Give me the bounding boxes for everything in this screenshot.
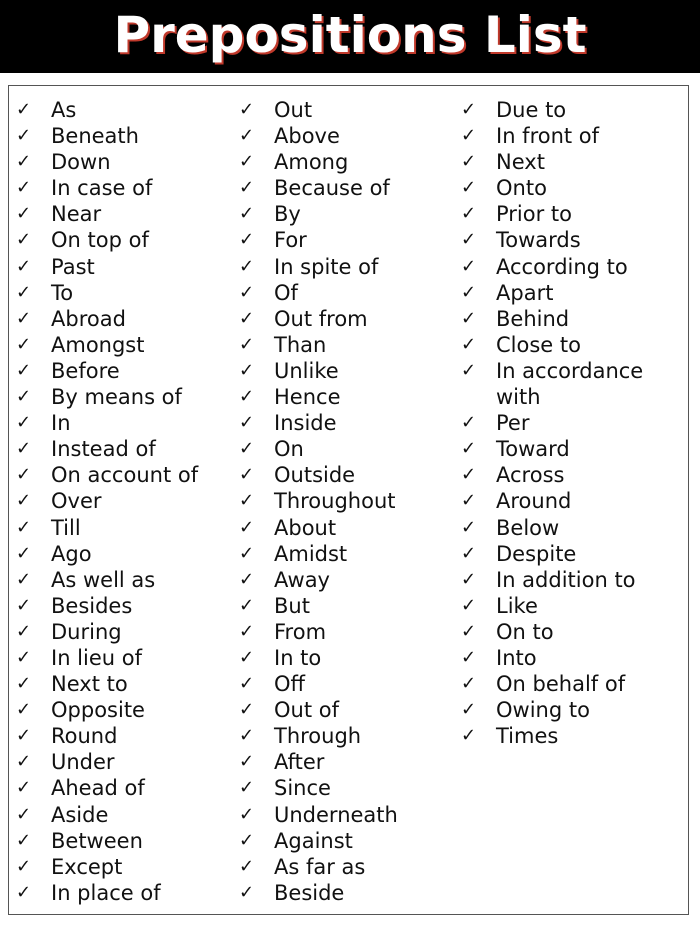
list-item: [237, 697, 452, 723]
preposition-label: By: [274, 202, 301, 227]
checkmark-icon: ✓: [239, 673, 255, 695]
preposition-label: As far as: [274, 854, 366, 879]
preposition-label: Hence: [274, 385, 341, 410]
list-item: [14, 697, 229, 723]
checkmark-icon: ✓: [461, 699, 477, 721]
list-item: [14, 384, 229, 410]
preposition-label: Amidst: [274, 541, 348, 566]
preposition-label: Since: [274, 776, 331, 801]
preposition-label: Before: [51, 358, 120, 383]
checkmark-icon: ✓: [239, 333, 255, 355]
checkmark-icon: ✓: [16, 855, 32, 877]
preposition-label: Below: [496, 515, 560, 540]
checkmark-icon: ✓: [239, 803, 255, 825]
preposition-label: Underneath: [274, 802, 398, 827]
checkmark-icon: ✓: [16, 151, 32, 173]
list-item: [459, 645, 689, 671]
checkmark-icon: ✓: [16, 229, 32, 251]
list-item: [237, 123, 452, 149]
checkmark-icon: ✓: [239, 568, 255, 590]
checkmark-icon: ✓: [239, 177, 255, 199]
checkmark-icon: ✓: [239, 229, 255, 251]
checkmark-icon: ✓: [461, 412, 477, 434]
preposition-label: Next: [496, 150, 545, 175]
preposition-label: According to: [496, 254, 628, 279]
checkmark-icon: ✓: [16, 307, 32, 329]
checkmark-icon: ✓: [16, 881, 32, 903]
list-item: [459, 227, 689, 253]
preposition-label: Through: [274, 724, 362, 749]
checkmark-icon: ✓: [16, 620, 32, 642]
preposition-label: Instead of: [51, 437, 156, 462]
preposition-label: After: [274, 750, 325, 775]
checkmark-icon: ✓: [461, 99, 477, 120]
list-item: [237, 280, 452, 306]
preposition-label: Because of: [274, 176, 390, 201]
checkmark-icon: ✓: [16, 177, 32, 199]
checkmark-icon: ✓: [239, 751, 255, 773]
preposition-label: Except: [51, 854, 123, 879]
checkmark-icon: ✓: [239, 699, 255, 721]
checkmark-icon: ✓: [239, 386, 255, 408]
list-item: [237, 410, 452, 436]
checkmark-icon: ✓: [16, 203, 32, 225]
list-item: [14, 515, 229, 541]
checkmark-icon: ✓: [461, 725, 477, 747]
checkmark-icon: ✓: [239, 646, 255, 668]
preposition-label: Despite: [496, 541, 577, 566]
preposition-label: Abroad: [51, 306, 126, 331]
checkmark-icon: ✓: [239, 99, 255, 120]
checkmark-icon: ✓: [461, 594, 477, 616]
preposition-label: Unlike: [274, 358, 339, 383]
checkmark-icon: ✓: [16, 516, 32, 538]
list-item: [14, 201, 229, 227]
preposition-label: Throughout: [274, 489, 396, 514]
checkmark-icon: ✓: [239, 490, 255, 512]
preposition-label: On: [274, 437, 304, 462]
preposition-label: Close to: [496, 332, 581, 357]
preposition-label: Amongst: [51, 332, 145, 357]
checkmark-icon: ✓: [239, 307, 255, 329]
list-item: [14, 175, 229, 201]
checkmark-icon: ✓: [239, 620, 255, 642]
preposition-label: From: [274, 619, 327, 644]
checkmark-icon: ✓: [461, 646, 477, 668]
list-item: [459, 332, 689, 358]
list-item: [14, 488, 229, 514]
list-item: [237, 97, 452, 123]
list-item: [237, 384, 452, 410]
preposition-label: In place of: [51, 880, 161, 905]
list-item: [237, 619, 452, 645]
checkmark-icon: ✓: [461, 177, 477, 199]
list-item: [459, 697, 689, 723]
list-item: [237, 854, 452, 880]
preposition-label: Between: [51, 828, 143, 853]
preposition-label: Due to: [496, 98, 567, 122]
list-item: [459, 149, 689, 175]
preposition-label: On to: [496, 619, 554, 644]
list-item: [237, 488, 452, 514]
preposition-label: Till: [51, 515, 81, 540]
preposition-label: Opposite: [51, 698, 145, 723]
preposition-label: Than: [274, 332, 327, 357]
preposition-label: Out of: [274, 698, 339, 723]
preposition-label: As: [51, 98, 77, 122]
list-item: [14, 254, 229, 280]
list-item: [459, 541, 689, 567]
preposition-column-3: [459, 97, 689, 749]
preposition-label: By means of: [51, 385, 182, 410]
checkmark-icon: ✓: [16, 751, 32, 773]
list-item: [237, 436, 452, 462]
preposition-label: Times: [496, 724, 559, 749]
checkmark-icon: ✓: [239, 125, 255, 147]
list-item: [237, 775, 452, 801]
preposition-label: Off: [274, 672, 305, 697]
preposition-label: On top of: [51, 228, 149, 253]
checkmark-icon: ✓: [16, 99, 32, 120]
list-item: [459, 723, 689, 749]
preposition-label: In: [51, 411, 71, 436]
checkmark-icon: ✓: [461, 359, 477, 381]
preposition-label: Away: [274, 567, 330, 592]
checkmark-icon: ✓: [461, 673, 477, 695]
list-item: [14, 541, 229, 567]
preposition-label: Round: [51, 724, 118, 749]
list-item: [14, 880, 229, 906]
preposition-label: Out: [274, 98, 313, 122]
list-item: [14, 358, 229, 384]
checkmark-icon: ✓: [461, 151, 477, 173]
preposition-label: Apart: [496, 280, 554, 305]
list-item: [459, 175, 689, 201]
checkmark-icon: ✓: [239, 725, 255, 747]
list-item: [459, 201, 689, 227]
checkmark-icon: ✓: [16, 125, 32, 147]
list-item: [237, 567, 452, 593]
list-item: [237, 149, 452, 175]
checkmark-icon: ✓: [16, 490, 32, 512]
checkmark-icon: ✓: [461, 568, 477, 590]
checkmark-icon: ✓: [16, 255, 32, 277]
list-item: [459, 671, 689, 697]
preposition-column-2: [237, 97, 452, 906]
title-banner: [0, 0, 700, 73]
list-item: [237, 515, 452, 541]
preposition-label: In addition to: [496, 567, 636, 592]
checkmark-icon: ✓: [16, 673, 32, 695]
preposition-label: On account of: [51, 463, 199, 488]
preposition-label: To: [51, 280, 74, 305]
list-item: [459, 97, 689, 123]
list-item: [459, 488, 689, 514]
preposition-label: Against: [274, 828, 353, 853]
preposition-label: Beside: [274, 880, 345, 905]
checkmark-icon: ✓: [461, 438, 477, 460]
checkmark-icon: ✓: [461, 203, 477, 225]
checkmark-icon: ✓: [461, 307, 477, 329]
list-item: [459, 436, 689, 462]
preposition-label: Among: [274, 150, 349, 175]
checkmark-icon: ✓: [16, 803, 32, 825]
checkmark-icon: ✓: [16, 386, 32, 408]
checkmark-icon: ✓: [461, 620, 477, 642]
checkmark-icon: ✓: [461, 490, 477, 512]
preposition-label: Onto: [496, 176, 547, 201]
list-item: [14, 306, 229, 332]
list-item: [14, 227, 229, 253]
list-item: [14, 593, 229, 619]
checkmark-icon: ✓: [16, 777, 32, 799]
checkmark-icon: ✓: [239, 881, 255, 903]
list-item: [237, 201, 452, 227]
preposition-label: During: [51, 619, 122, 644]
page-title: Prepositions List: [113, 5, 587, 64]
list-item: [459, 254, 689, 280]
list-item: [237, 880, 452, 906]
list-item: [14, 723, 229, 749]
checkmark-icon: ✓: [239, 151, 255, 173]
list-item: [14, 280, 229, 306]
list-item: [459, 567, 689, 593]
list-item: [14, 671, 229, 697]
preposition-label: Aside: [51, 802, 109, 827]
checkmark-icon: ✓: [239, 203, 255, 225]
preposition-label: Into: [496, 645, 537, 670]
preposition-label: Near: [51, 202, 102, 227]
checkmark-icon: ✓: [239, 855, 255, 877]
preposition-label: Toward: [496, 437, 570, 462]
checkmark-icon: ✓: [239, 281, 255, 303]
list-item: [237, 358, 452, 384]
list-item: [14, 645, 229, 671]
preposition-label: Past: [51, 254, 95, 279]
checkmark-icon: ✓: [16, 646, 32, 668]
checkmark-icon: ✓: [239, 438, 255, 460]
checkmark-icon: ✓: [16, 333, 32, 355]
checkmark-icon: ✓: [16, 829, 32, 851]
preposition-label: Owing to: [496, 698, 590, 723]
preposition-label: Next to: [51, 672, 128, 697]
checkmark-icon: ✓: [16, 568, 32, 590]
list-item: [459, 410, 689, 436]
preposition-label: As well as: [51, 567, 156, 592]
list-item: [14, 802, 229, 828]
list-item: [459, 280, 689, 306]
list-item: [237, 254, 452, 280]
preposition-label: On behalf of: [496, 672, 626, 697]
preposition-label: Over: [51, 489, 102, 514]
preposition-label: Under: [51, 750, 115, 775]
preposition-label: In front of: [496, 124, 600, 149]
checkmark-icon: ✓: [16, 412, 32, 434]
preposition-label: Of: [274, 280, 298, 305]
preposition-label: Across: [496, 463, 565, 488]
preposition-label: In case of: [51, 176, 153, 201]
list-item: [237, 462, 452, 488]
list-item: [237, 306, 452, 332]
checkmark-icon: ✓: [239, 516, 255, 538]
preposition-label: Outside: [274, 463, 356, 488]
list-item: [459, 123, 689, 149]
preposition-label: Prior to: [496, 202, 573, 227]
checkmark-icon: ✓: [461, 281, 477, 303]
checkmark-icon: ✓: [16, 542, 32, 564]
list-item: [14, 749, 229, 775]
list-item: [14, 619, 229, 645]
preposition-label: Towards: [496, 228, 581, 253]
preposition-label: Out from: [274, 306, 368, 331]
list-item: [237, 593, 452, 619]
list-item: [237, 671, 452, 697]
list-item: [237, 175, 452, 201]
checkmark-icon: ✓: [16, 281, 32, 303]
preposition-label: In accordance with: [496, 358, 644, 410]
preposition-label: Beneath: [51, 124, 139, 149]
preposition-label: Besides: [51, 593, 133, 618]
preposition-label: In to: [274, 645, 322, 670]
list-item: [237, 749, 452, 775]
list-item: [459, 593, 689, 619]
checkmark-icon: ✓: [461, 229, 477, 251]
checkmark-icon: ✓: [461, 333, 477, 355]
preposition-label: Ago: [51, 541, 92, 566]
preposition-label: Inside: [274, 411, 337, 436]
checkmark-icon: ✓: [239, 464, 255, 486]
checkmark-icon: ✓: [239, 542, 255, 564]
list-item: [459, 306, 689, 332]
checkmark-icon: ✓: [461, 542, 477, 564]
checkmark-icon: ✓: [16, 438, 32, 460]
list-item: [237, 723, 452, 749]
preposition-label: Like: [496, 593, 538, 618]
preposition-label: Per: [496, 411, 530, 436]
list-item: [459, 462, 689, 488]
preposition-label: But: [274, 593, 310, 618]
checkmark-icon: ✓: [461, 516, 477, 538]
preposition-label: Behind: [496, 306, 570, 331]
list-item: [237, 541, 452, 567]
list-item: [459, 358, 656, 410]
checkmark-icon: ✓: [16, 464, 32, 486]
list-item: [14, 123, 229, 149]
preposition-label: Down: [51, 150, 111, 175]
checkmark-icon: ✓: [16, 359, 32, 381]
checkmark-icon: ✓: [461, 464, 477, 486]
list-item: [14, 149, 229, 175]
checkmark-icon: ✓: [239, 594, 255, 616]
checkmark-icon: ✓: [239, 777, 255, 799]
preposition-column-1: [14, 97, 229, 906]
checkmark-icon: ✓: [461, 255, 477, 277]
checkmark-icon: ✓: [461, 125, 477, 147]
list-item: [14, 332, 229, 358]
list-item: [14, 775, 229, 801]
preposition-label: For: [274, 228, 307, 253]
list-item: [237, 645, 452, 671]
checkmark-icon: ✓: [239, 359, 255, 381]
checkmark-icon: ✓: [239, 255, 255, 277]
list-item: [237, 227, 452, 253]
list-item: [14, 854, 229, 880]
list-item: [14, 828, 229, 854]
list-item: [14, 410, 229, 436]
list-item: [14, 97, 229, 123]
list-item: [14, 567, 229, 593]
checkmark-icon: ✓: [239, 829, 255, 851]
preposition-label: Around: [496, 489, 572, 514]
preposition-label: Above: [274, 124, 340, 149]
preposition-label: About: [274, 515, 337, 540]
list-item: [14, 462, 229, 488]
checkmark-icon: ✓: [16, 594, 32, 616]
checkmark-icon: ✓: [239, 412, 255, 434]
preposition-label: Ahead of: [51, 776, 145, 801]
list-item: [14, 436, 229, 462]
preposition-label: In lieu of: [51, 645, 142, 670]
list-item: [459, 619, 689, 645]
preposition-label: In spite of: [274, 254, 379, 279]
list-item: [237, 332, 452, 358]
checkmark-icon: ✓: [16, 699, 32, 721]
list-item: [459, 515, 689, 541]
checkmark-icon: ✓: [16, 725, 32, 747]
list-item: [237, 802, 452, 828]
list-item: [237, 828, 452, 854]
